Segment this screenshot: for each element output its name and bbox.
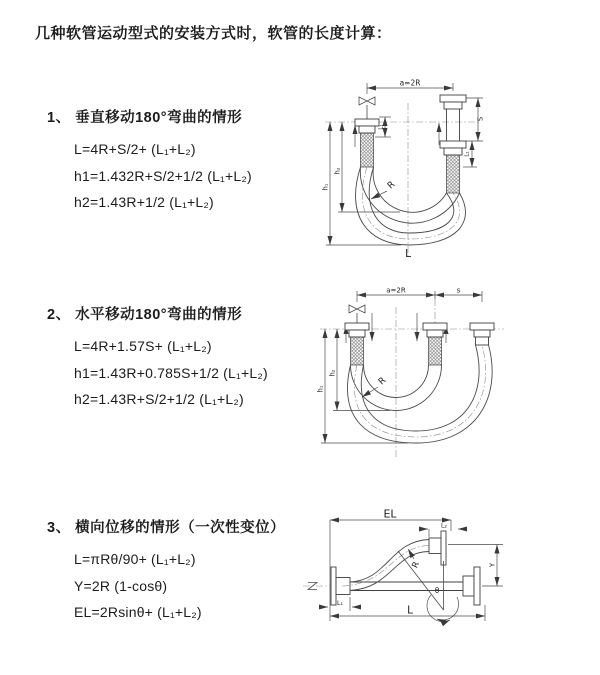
reference-ticks — [372, 313, 417, 341]
h2-dimension-label: h₂ — [333, 167, 342, 175]
formula-line: L=4R+S/2+ (L₁+L₂) — [74, 141, 196, 157]
right-flange-assembly — [439, 95, 466, 193]
formula-line: h2=1.43R+S/2+1/2 (L₁+L₂) — [74, 391, 244, 407]
braided-hose-section — [361, 133, 374, 167]
section-vertical-180-bend — [47, 106, 317, 216]
l1-dimension-label: L₁ — [378, 124, 385, 130]
formula-line: h2=1.43R+1/2 (L₁+L₂) — [74, 194, 214, 210]
formula-line: Y=2R (1-cosθ) — [74, 577, 168, 594]
section-lateral-displacement — [47, 516, 317, 626]
radius-callout — [371, 180, 397, 199]
diagram-lateral-displacement — [298, 503, 600, 658]
formula-line: EL=2Rsinθ+ (L₁+L₂) — [74, 604, 202, 620]
length-label: L — [405, 248, 411, 260]
braided-hose-section — [447, 155, 460, 193]
span-dimension-label: a=2R — [386, 286, 406, 295]
section-heading: 2、 水平移动180°弯曲的情形 — [47, 307, 243, 323]
formula-line: h1=1.432R+S/2+1/2 (L₁+L₂) — [74, 167, 252, 184]
l1-dimension-label: L₁ — [337, 600, 343, 607]
hose-moved-position — [348, 345, 493, 443]
left-flange-assembly — [355, 119, 379, 167]
s-dimension-label: S — [476, 116, 485, 122]
diagram-horizontal-180-bend — [308, 283, 600, 463]
radius-label: R — [385, 179, 398, 192]
l1-dimension-label: L₁ — [464, 151, 471, 157]
section-heading: 1、 垂直移动180°弯曲的情形 — [47, 110, 243, 126]
left-flange-assembly — [345, 323, 369, 365]
stroke-dimension-label: s — [456, 286, 461, 295]
length-label: L — [407, 604, 413, 617]
section-horizontal-180-bend — [47, 303, 317, 413]
formula-line: h1=1.43R+0.785S+1/2 (L₁+L₂) — [74, 364, 268, 381]
centerline-break-mark — [303, 583, 331, 590]
h1-dimension-label: h₁ — [321, 183, 330, 191]
diagram-vertical-180-bend — [305, 75, 595, 262]
theta-label: θ — [434, 586, 440, 595]
braided-hose-section — [351, 337, 364, 365]
radius-label: R — [376, 375, 389, 388]
h1-dimension-label: h₁ — [316, 385, 325, 393]
radius-callout — [362, 376, 388, 397]
l2-dimension-label: L₂ — [441, 522, 447, 530]
radius-label: R — [410, 560, 422, 570]
right-flange-assembly — [470, 323, 494, 345]
page-title: 几种软管运动型式的安装方式时，软管的长度计算： — [35, 25, 392, 42]
dimension-top-span — [357, 287, 482, 303]
valve-icon — [359, 97, 375, 119]
dimension-top-span — [367, 79, 453, 95]
formula-line: L=πRθ/90+ (L₁+L₂) — [74, 551, 196, 567]
dimension-l1 — [319, 597, 361, 611]
formula-line: L=4R+1.57S+ (L₁+L₂) — [74, 338, 212, 354]
hose-current-position — [360, 167, 459, 223]
h2-dimension-label: h₂ — [328, 369, 337, 377]
y-dimension-label: Y — [488, 562, 497, 568]
span-dimension-label: a=2R — [399, 78, 421, 88]
dimension-s — [466, 98, 485, 141]
section-heading: 3、 横向位移的情形（一次性变位） — [47, 520, 286, 536]
el-dimension-label: EL — [383, 507, 397, 521]
middle-flange-assembly — [423, 323, 447, 365]
valve-icon — [349, 305, 365, 323]
braided-hose-section — [429, 337, 442, 365]
